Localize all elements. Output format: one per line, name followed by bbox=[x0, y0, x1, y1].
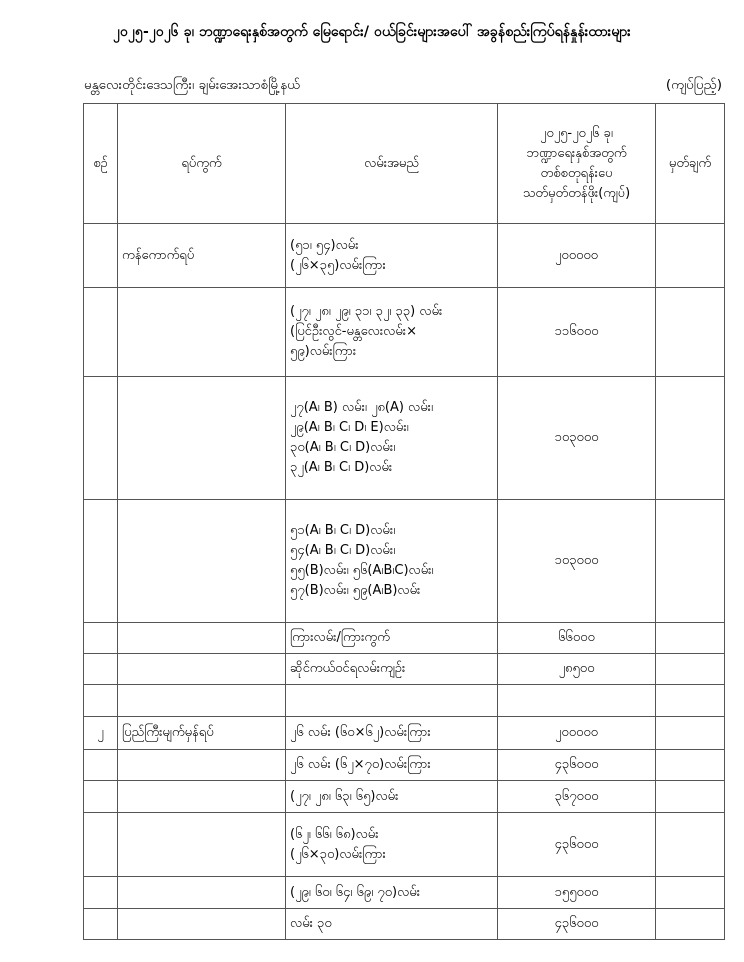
cell-road bbox=[286, 717, 498, 750]
cell-no: ၂ bbox=[84, 717, 118, 750]
road-line: ၅၄(A၊ B၊ C၊ D)လမ်း၊ bbox=[290, 543, 396, 558]
cell-value bbox=[498, 685, 656, 717]
header-value-line: တစ်စတုရန်းပေ bbox=[540, 165, 613, 181]
cell-no bbox=[84, 654, 118, 685]
cell-road bbox=[286, 224, 498, 288]
cell-value: ၆၆၀၀၀ bbox=[498, 623, 656, 654]
road-line: (၂၆×၃၅)လမ်းကြား bbox=[290, 257, 386, 273]
table-row bbox=[84, 623, 725, 654]
unit-label: (ကျပ်ပြည့်) bbox=[665, 77, 722, 93]
cell-value: ၂၀၀၀၀၀ bbox=[498, 717, 656, 750]
header-value-line: သတ်မှတ်တန်ဖိုး(ကျပ်) bbox=[522, 185, 631, 201]
cell-quarter bbox=[118, 288, 286, 377]
cell-road bbox=[286, 813, 498, 877]
cell-road bbox=[286, 685, 498, 717]
road-line: ၂၆ လမ်း (၆၀×၆၂)လမ်းကြား bbox=[290, 725, 431, 740]
cell-remark bbox=[656, 813, 725, 877]
header-value bbox=[498, 104, 656, 224]
cell-remark bbox=[656, 685, 725, 717]
road-line: (ပြင်ဦးလွင်-မန္တလေးလမ်း× bbox=[290, 324, 417, 339]
road-line: ၅၉)လမ်းကြား bbox=[290, 344, 357, 359]
cell-value: ၃၆၇၀၀၀ bbox=[498, 781, 656, 813]
road-line: ၂၆ လမ်း (၆၂×၇၀)လမ်းကြား bbox=[290, 757, 431, 772]
cell-quarter bbox=[118, 685, 286, 717]
cell-road bbox=[286, 288, 498, 377]
cell-road bbox=[286, 654, 498, 685]
cell-value: ၂၈၅၀၀ bbox=[498, 654, 656, 685]
cell-no bbox=[84, 877, 118, 909]
cell-remark bbox=[656, 750, 725, 781]
cell-quarter bbox=[118, 813, 286, 877]
road-line: ၅၇(B)လမ်း၊ ၅၉(A၊B)လမ်း bbox=[290, 583, 421, 598]
header-remark: မှတ်ချက် bbox=[656, 104, 725, 224]
cell-road bbox=[286, 781, 498, 813]
cell-quarter bbox=[118, 781, 286, 813]
cell-remark bbox=[656, 224, 725, 288]
cell-quarter bbox=[118, 623, 286, 654]
header-no: စဉ် bbox=[84, 104, 118, 224]
road-line: ကြားလမ်း/ကြားကွက် bbox=[290, 630, 390, 645]
cell-remark bbox=[656, 909, 725, 940]
cell-remark bbox=[656, 377, 725, 500]
cell-road bbox=[286, 750, 498, 781]
cell-value: ၁၀၃၀၀၀ bbox=[498, 500, 656, 623]
cell-remark bbox=[656, 500, 725, 623]
cell-road bbox=[286, 909, 498, 940]
cell-value: ၂၀၀၀၀၀ bbox=[498, 224, 656, 288]
cell-remark bbox=[656, 717, 725, 750]
table-row bbox=[84, 781, 725, 813]
cell-value: ၁၅၅၀၀၀ bbox=[498, 877, 656, 909]
road-line: ၅၁(A၊ B၊ C၊ D)လမ်း၊ bbox=[290, 523, 396, 538]
document-title: ၂၀၂၅-၂၀၂၆ ခု၊ ဘဏ္ဍာရေးနှစ်အတွက် မြေရောင်း/ ဝယ်ခြင်းများအပေါ် အခွန်စည်းကြပ်ရန်နှုန်းထားများ bbox=[113, 24, 631, 40]
cell-remark bbox=[656, 623, 725, 654]
rate-table bbox=[83, 103, 725, 940]
cell-no bbox=[84, 685, 118, 717]
table-row bbox=[84, 750, 725, 781]
road-line: ဆိုင်ကယ်ဝင်ရလမ်းကျဉ်း bbox=[290, 661, 406, 676]
cell-remark bbox=[656, 288, 725, 377]
cell-road bbox=[286, 623, 498, 654]
road-line: လမ်း ၃၀ bbox=[290, 916, 332, 931]
cell-no bbox=[84, 377, 118, 500]
cell-road bbox=[286, 500, 498, 623]
cell-road bbox=[286, 877, 498, 909]
road-line: ၅၅(B)လမ်း၊ ၅၆(A၊B၊C)လမ်း၊ bbox=[290, 563, 434, 578]
cell-quarter bbox=[118, 500, 286, 623]
cell-road bbox=[286, 377, 498, 500]
region-label: မန္တလေးတိုင်းဒေသကြီး၊ ချမ်းအေးသာစံမြို့နယ် bbox=[84, 77, 301, 93]
cell-quarter: ပြည်ကြီးမျက်မှန်ရပ် bbox=[118, 717, 286, 750]
header-road: လမ်းအမည် bbox=[286, 104, 498, 224]
road-line: (၂၇၊ ၂၈၊ ၂၉၊ ၃၁၊ ၃၂၊ ၃၃) လမ်း bbox=[290, 304, 443, 319]
cell-value: ၄၃၆၀၀၀ bbox=[498, 813, 656, 877]
cell-remark bbox=[656, 654, 725, 685]
cell-value: ၁၁၆၀၀၀ bbox=[498, 288, 656, 377]
cell-no bbox=[84, 288, 118, 377]
cell-no bbox=[84, 750, 118, 781]
cell-no bbox=[84, 813, 118, 877]
table-row bbox=[84, 288, 725, 377]
cell-remark bbox=[656, 781, 725, 813]
cell-no bbox=[84, 500, 118, 623]
table-row bbox=[84, 717, 725, 750]
cell-value: ၄၃၆၀၀၀ bbox=[498, 750, 656, 781]
table-row bbox=[84, 685, 725, 717]
table-row bbox=[84, 909, 725, 940]
cell-quarter bbox=[118, 377, 286, 500]
cell-value: ၁၀၃၀၀၀ bbox=[498, 377, 656, 500]
header-value-line: ၂၀၂၅-၂၀၂၆ ခု၊ bbox=[540, 125, 613, 141]
cell-no bbox=[84, 623, 118, 654]
road-line: (၂၆×၃၀)လမ်းကြား bbox=[290, 846, 386, 862]
table-row bbox=[84, 877, 725, 909]
header-quarter: ရပ်ကွက် bbox=[118, 104, 286, 224]
cell-no bbox=[84, 909, 118, 940]
road-line: (၂၉၊ ၆၀၊ ၆၄၊ ၆၉၊ ၇၀)လမ်း bbox=[290, 884, 421, 900]
cell-no bbox=[84, 781, 118, 813]
table-row bbox=[84, 500, 725, 623]
cell-no bbox=[84, 224, 118, 288]
road-line: (၂၇၊ ၂၈၊ ၆၃၊ ၆၅)လမ်း bbox=[290, 788, 399, 804]
cell-quarter bbox=[118, 654, 286, 685]
table-row bbox=[84, 377, 725, 500]
table-row bbox=[84, 813, 725, 877]
table-row bbox=[84, 224, 725, 288]
table-header-row bbox=[84, 104, 725, 224]
cell-quarter bbox=[118, 877, 286, 909]
cell-value: ၄၃၆၀၀၀ bbox=[498, 909, 656, 940]
road-line: ၂၇(A၊ B) လမ်း၊ ၂၈(A) လမ်း၊ bbox=[290, 400, 434, 415]
header-value-line: ဘဏ္ဍာရေးနှစ်အတွက် bbox=[526, 145, 627, 161]
table-row bbox=[84, 654, 725, 685]
cell-remark bbox=[656, 877, 725, 909]
cell-quarter bbox=[118, 750, 286, 781]
road-line: (၅၁၊ ၅၄)လမ်း bbox=[290, 237, 359, 253]
road-line: (၆၂၊ ၆၆၊ ၆၈)လမ်း bbox=[290, 826, 379, 842]
cell-quarter: ကန်ကောက်ရပ် bbox=[118, 224, 286, 288]
road-line: ၃၀(A၊ B၊ C၊ D)လမ်း၊ bbox=[290, 440, 396, 455]
road-line: ၃၂(A၊ B၊ C၊ D)လမ်း bbox=[290, 460, 393, 475]
cell-quarter bbox=[118, 909, 286, 940]
road-line: ၂၉(A၊ B၊ C၊ D၊ E)လမ်း၊ bbox=[290, 420, 409, 435]
